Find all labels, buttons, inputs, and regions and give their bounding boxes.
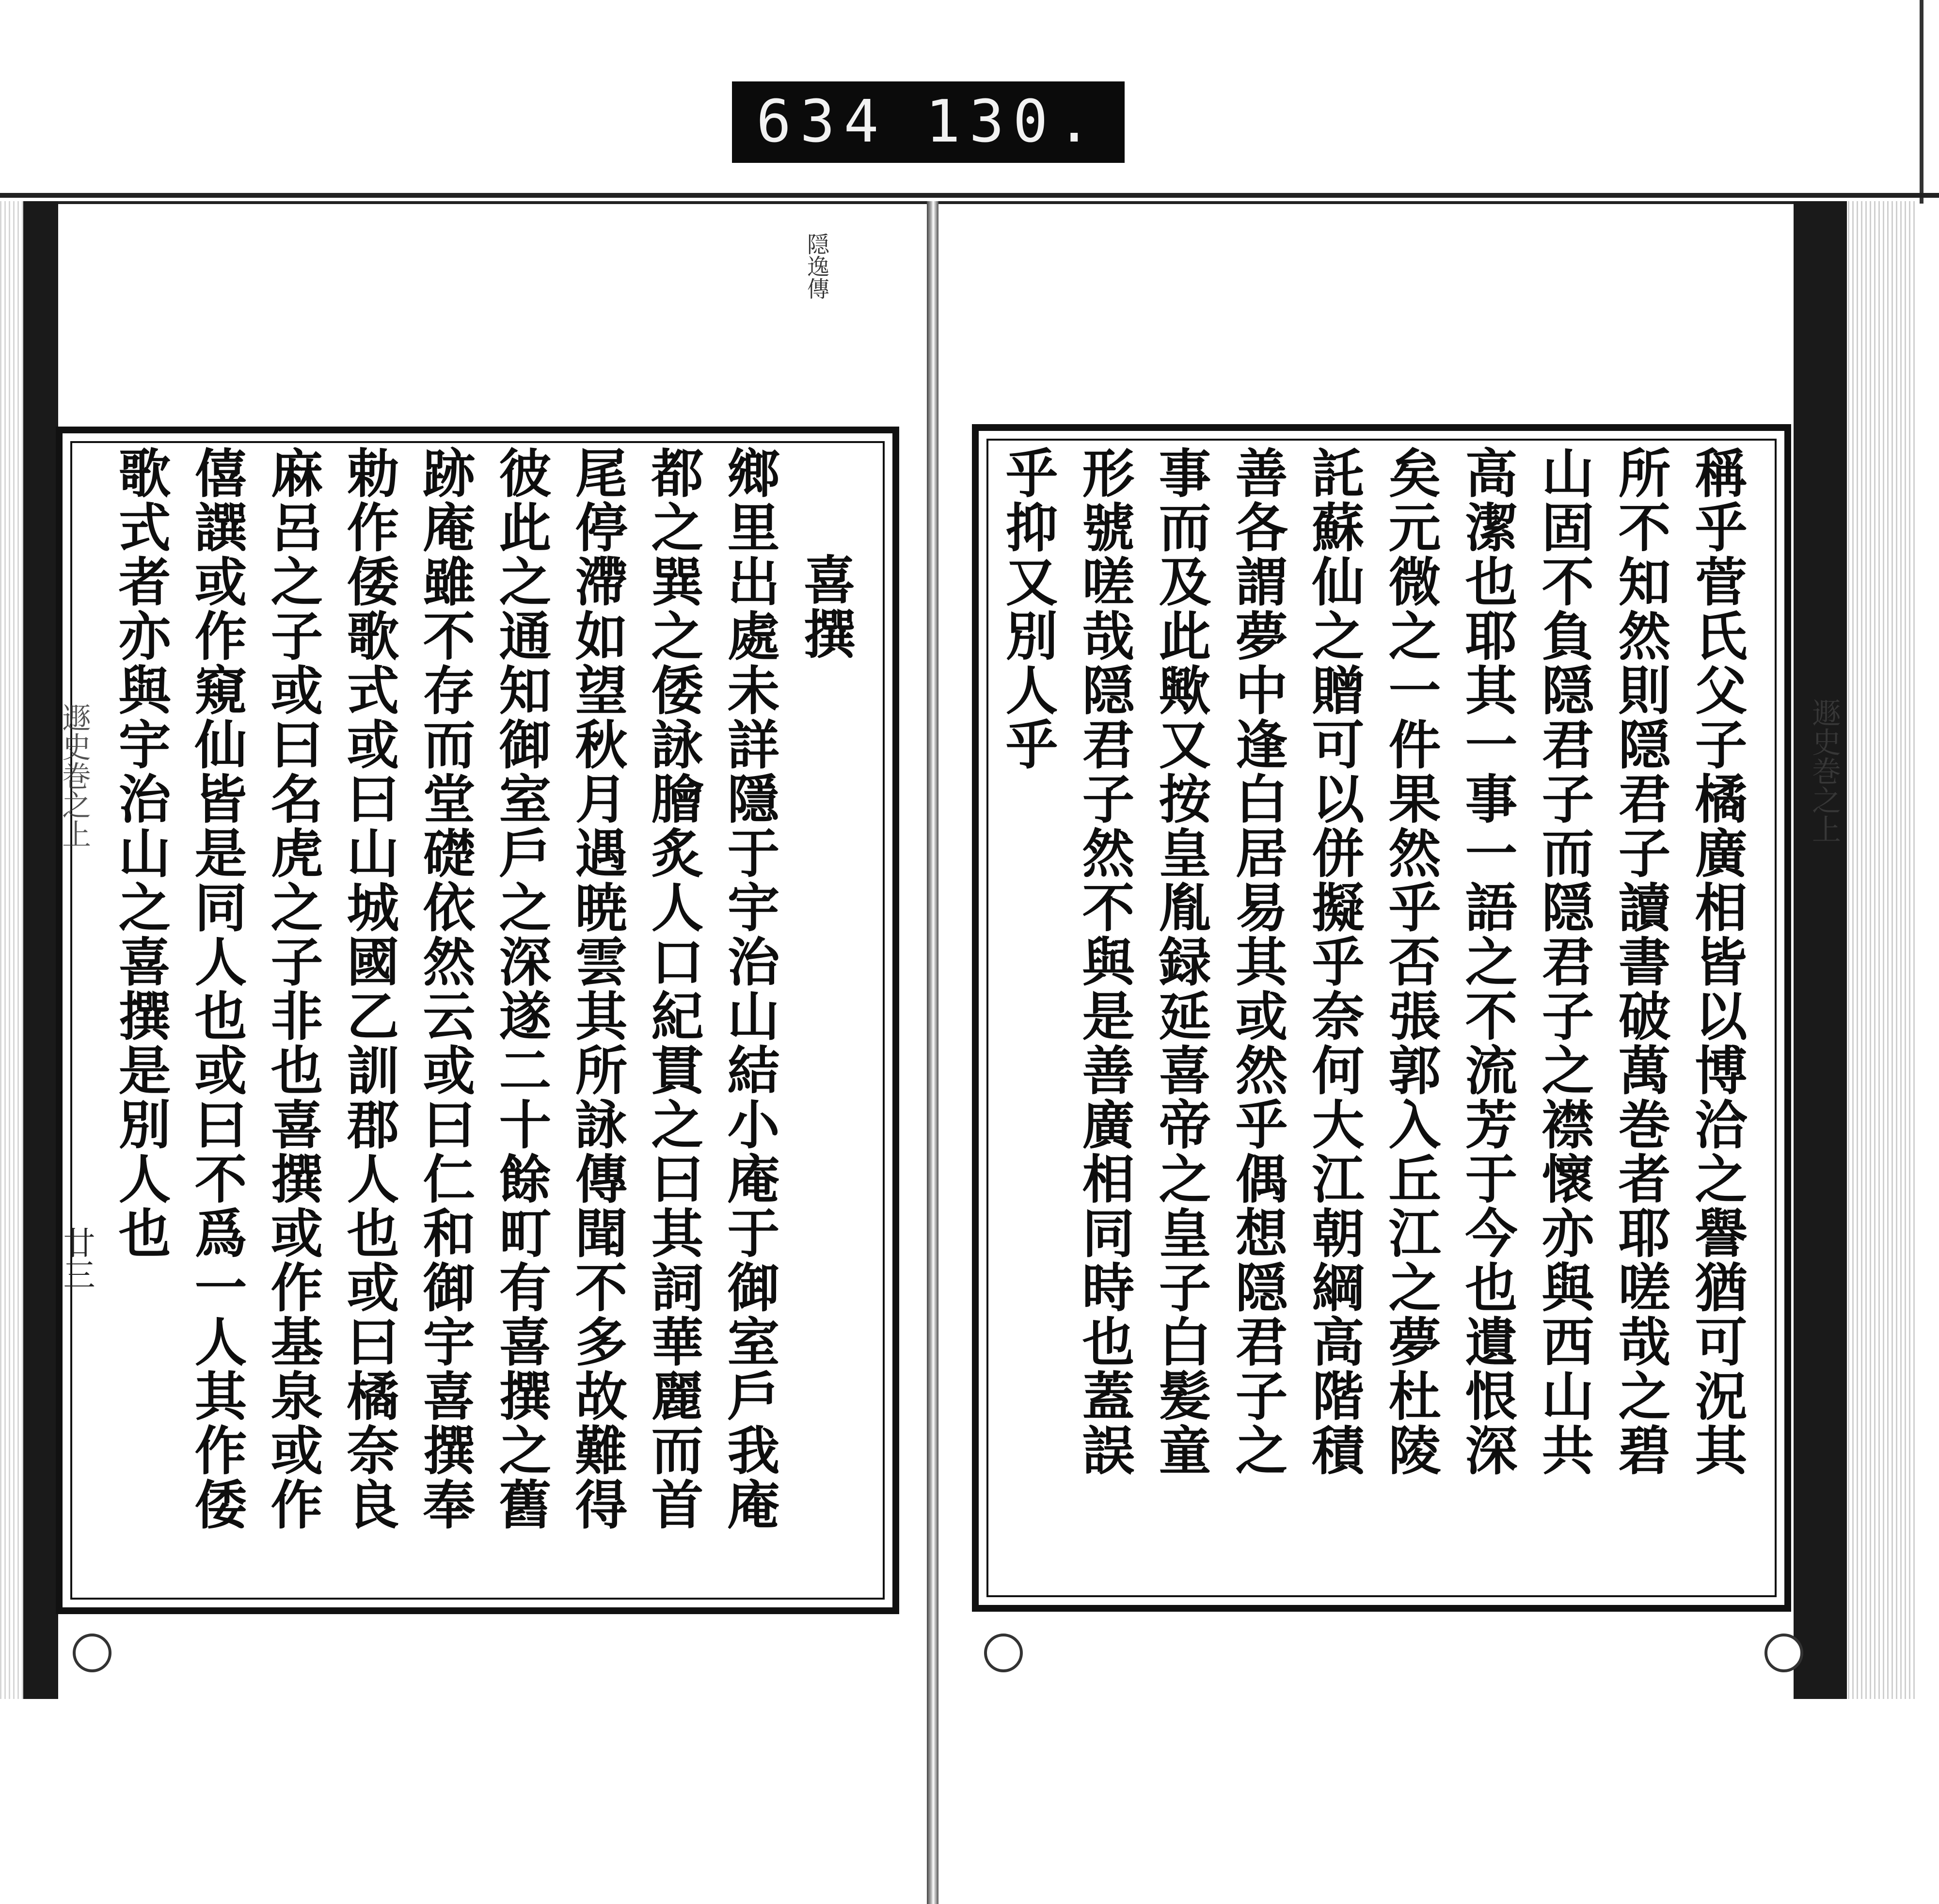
text-column: 高潔也耶其一事一語之不流芳于今也遺恨深 (1456, 446, 1517, 1477)
film-rule (0, 193, 1939, 198)
microfilm-label (732, 81, 1125, 163)
text-column: 彼此之通知御室戶之深遂二十餘町有喜撰之舊 (490, 446, 551, 1532)
text-column: 僖譔或作窺仙皆是同人也或曰不爲一人其作倭 (186, 446, 247, 1532)
text-column: 勅作倭歌式或曰山城國乙訓郡人也或曰橘奈良 (338, 446, 399, 1532)
right-page-text (999, 446, 1755, 1575)
right-cover-edge (1794, 201, 1847, 1699)
left-margin-title: 遯史巻之上 (57, 703, 91, 848)
film-frame-number: 130. (925, 88, 1100, 156)
binding-hole (984, 1634, 1023, 1672)
text-column: 都之巽之倭詠膾炙人口紀貫之曰其詞華麗而首 (642, 446, 703, 1532)
scan-edge (1920, 0, 1923, 204)
text-column: 稱乎菅氏父子橘廣相皆以博洽之譽猶可況其 (1686, 446, 1747, 1477)
text-column: 所不知然則隠君子讀書破萬巻者耶嗟哉之碧 (1609, 446, 1670, 1477)
left-page-text (97, 446, 863, 1575)
text-column: 矣元微之一件果然乎否張郭入丘江之夢杜陵 (1380, 446, 1441, 1477)
text-column: 麻呂之子或曰名虎之子非也喜撰或作基泉或作 (262, 446, 323, 1532)
left-fore-edge (0, 201, 23, 1699)
text-column: 鄉里出處未詳隱于宇治山結小庵于御室戶我庵 (718, 446, 779, 1532)
text-column: 善各謂夢中逢白居易其或然乎偶想隠君子之 (1226, 446, 1287, 1477)
left-cover-edge (23, 201, 58, 1699)
binding-hole (73, 1634, 111, 1672)
text-column: 事而及此歟又按皇胤録延喜帝之皇子白髪童 (1150, 446, 1211, 1477)
book-gutter (927, 201, 938, 1904)
text-column: 託蘇仙之贈可以併擬乎奈何大江朝綱高階積 (1303, 446, 1364, 1477)
binding-hole (1764, 1634, 1803, 1672)
film-reel-number: 634 (756, 88, 888, 156)
biography-heading: 喜撰 (795, 553, 856, 661)
text-column: 尾停滯如望秋月遇暁雲其所詠傳聞不多故難得 (566, 446, 627, 1532)
right-fore-edge (1848, 201, 1916, 1699)
text-column: 歌式者亦與宇治山之喜撰是別人也 (110, 446, 171, 1260)
text-column: 形號嗟哉隠君子然不與是善廣相同時也蓋誤 (1073, 446, 1134, 1477)
running-title: 隠逸傳 (804, 233, 830, 300)
text-column: 跡庵雖不存而堂礎依然云或曰仁和御宇喜撰奉 (414, 446, 475, 1532)
left-margin-folio: 廿三 (58, 1226, 95, 1290)
text-column: 山固不負隠君子而隠君子之襟懷亦與西山共 (1533, 446, 1594, 1477)
text-column: 乎抑又別人乎 (997, 446, 1058, 772)
right-margin-title: 遯史巻之上 (1807, 698, 1841, 843)
